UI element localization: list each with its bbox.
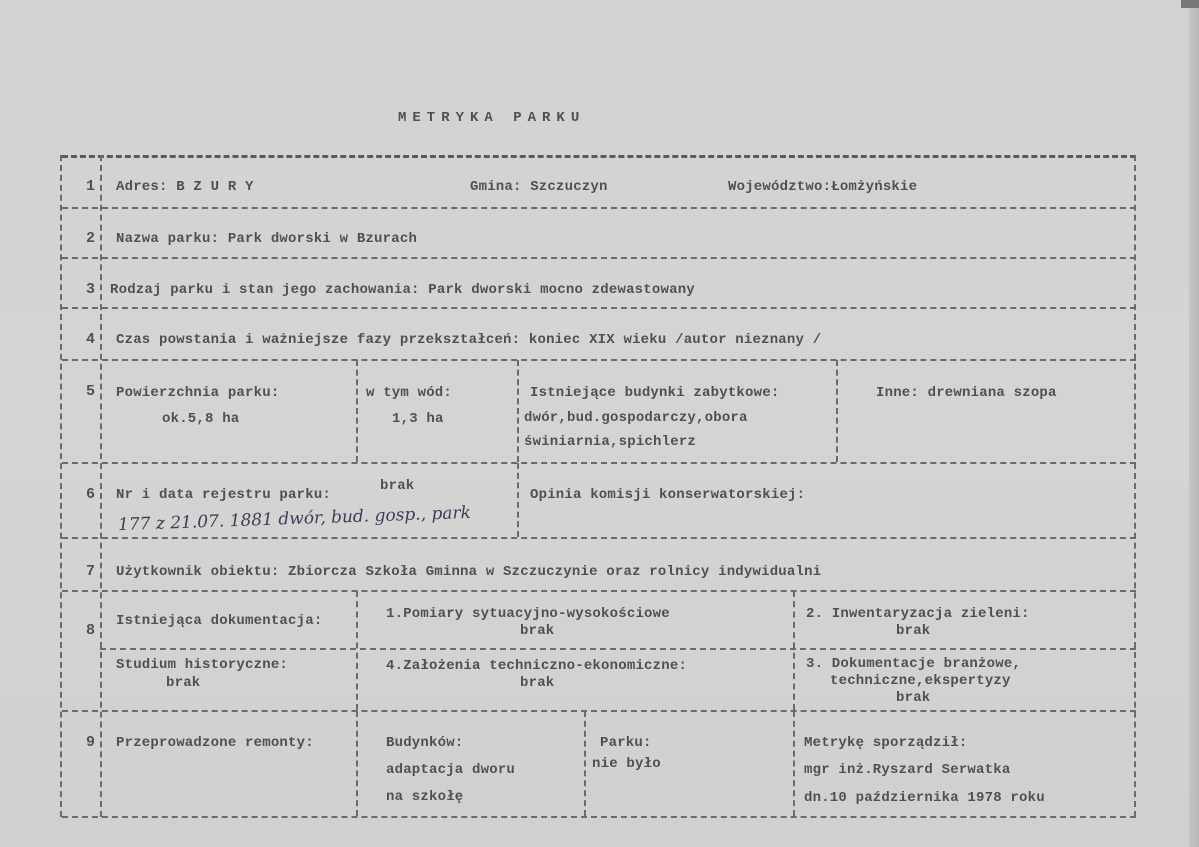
cell-divider <box>836 360 838 462</box>
row-divider <box>100 648 1136 650</box>
row-divider <box>62 307 1136 309</box>
opinion-label: Opinia komisji konserwatorskiej: <box>530 487 806 503</box>
measurement-value: brak <box>520 623 555 639</box>
cell-divider <box>356 711 358 816</box>
cell-divider <box>517 360 519 462</box>
study-value: brak <box>166 675 201 691</box>
buildings-repair-label: Budynków: <box>386 735 464 751</box>
park-name-field: Nazwa parku: Park dworski w Bzurach <box>116 231 418 247</box>
gmina-field: Gmina: Szczuczyn <box>470 179 608 195</box>
row-divider <box>62 710 1136 712</box>
buildings-label: Istniejące budynki zabytkowe: <box>530 385 780 401</box>
author-name: mgr inż.Ryszard Serwatka <box>804 762 1011 778</box>
documentation-label: Istniejąca dokumentacja: <box>116 613 323 629</box>
branch-docs-label: techniczne,ekspertyzy <box>830 673 1011 689</box>
table-left-border <box>60 155 62 817</box>
buildings-repair-value: adaptacja dworu <box>386 762 516 778</box>
park-repair-label: Parku: <box>600 735 652 751</box>
water-label: w tym wód: <box>366 385 453 401</box>
water-value: 1,3 ha <box>392 411 444 427</box>
row-number: 6 <box>86 486 96 503</box>
inventory-value: brak <box>896 623 931 639</box>
branch-docs-label: 3. Dokumentacje branżowe, <box>806 656 1022 672</box>
row-number: 7 <box>86 563 96 580</box>
cell-divider <box>356 360 358 462</box>
row-number: 5 <box>86 383 96 400</box>
branch-docs-value: brak <box>896 690 931 706</box>
row-divider <box>62 359 1136 361</box>
row-number: 3 <box>86 281 96 298</box>
table-top-border <box>62 155 1136 158</box>
park-type-field: Rodzaj parku i stan jego zachowania: Park dworski mocno zdewastowany <box>110 282 695 298</box>
address-field: Adres: B Z U R Y <box>116 179 254 195</box>
register-value: brak <box>380 478 415 494</box>
buildings-list: świniarnia,spichlerz <box>524 434 697 450</box>
other-field: Inne: drewniana szopa <box>876 385 1057 401</box>
cell-divider <box>584 711 586 816</box>
row-number: 8 <box>86 622 96 639</box>
table-right-border <box>1134 155 1136 817</box>
inventory-label: 2. Inwentaryzacja zieleni: <box>806 606 1030 622</box>
cell-divider <box>356 591 358 710</box>
row-divider <box>62 207 1136 209</box>
row-divider <box>62 462 1136 464</box>
buildings-repair-value: na szkołę <box>386 789 464 805</box>
voivodeship-field: Województwo:Łomżyńskie <box>728 179 918 195</box>
cell-divider <box>793 591 795 710</box>
measurement-label: 1.Pomiary sytuacyjno-wysokościowe <box>386 606 670 622</box>
register-label: Nr i data rejestru parku: <box>116 487 332 503</box>
study-label: Studium historyczne: <box>116 657 289 673</box>
row-number: 4 <box>86 331 96 348</box>
author-date: dn.10 października 1978 roku <box>804 790 1045 806</box>
row-divider <box>62 537 1136 539</box>
owner-field: Użytkownik obiektu: Zbiorcza Szkoła Gminna w Szczuczynie oraz rolnicy indywidualni <box>116 564 822 580</box>
handwritten-note: 177 z 21.07. 1881 dwór, bud. gosp., park <box>117 502 472 536</box>
park-repair-value: nie było <box>592 756 661 772</box>
assumptions-label: 4.Założenia techniczno-ekonomiczne: <box>386 658 688 674</box>
document-title: METRYKA PARKU <box>398 110 586 126</box>
row-number: 2 <box>86 230 96 247</box>
period-field: Czas powstania i ważniejsze fazy przekształceń: koniec XIX wieku /autor nieznany / <box>116 332 822 348</box>
corner-mark <box>1181 0 1199 8</box>
paper-edge <box>1189 0 1199 847</box>
author-label: Metrykę sporządził: <box>804 735 968 751</box>
area-value: ok.5,8 ha <box>162 411 240 427</box>
number-column-border <box>100 155 102 817</box>
row-divider <box>62 590 1136 592</box>
cell-divider <box>517 463 519 537</box>
row-number: 1 <box>86 178 96 195</box>
buildings-list: dwór,bud.gospodarczy,obora <box>524 410 748 426</box>
row-number: 9 <box>86 734 96 751</box>
area-label: Powierzchnia parku: <box>116 385 280 401</box>
cell-divider <box>793 711 795 816</box>
assumptions-value: brak <box>520 675 555 691</box>
repairs-label: Przeprowadzone remonty: <box>116 735 314 751</box>
table-bottom-border <box>62 816 1136 818</box>
row-divider <box>62 257 1136 259</box>
